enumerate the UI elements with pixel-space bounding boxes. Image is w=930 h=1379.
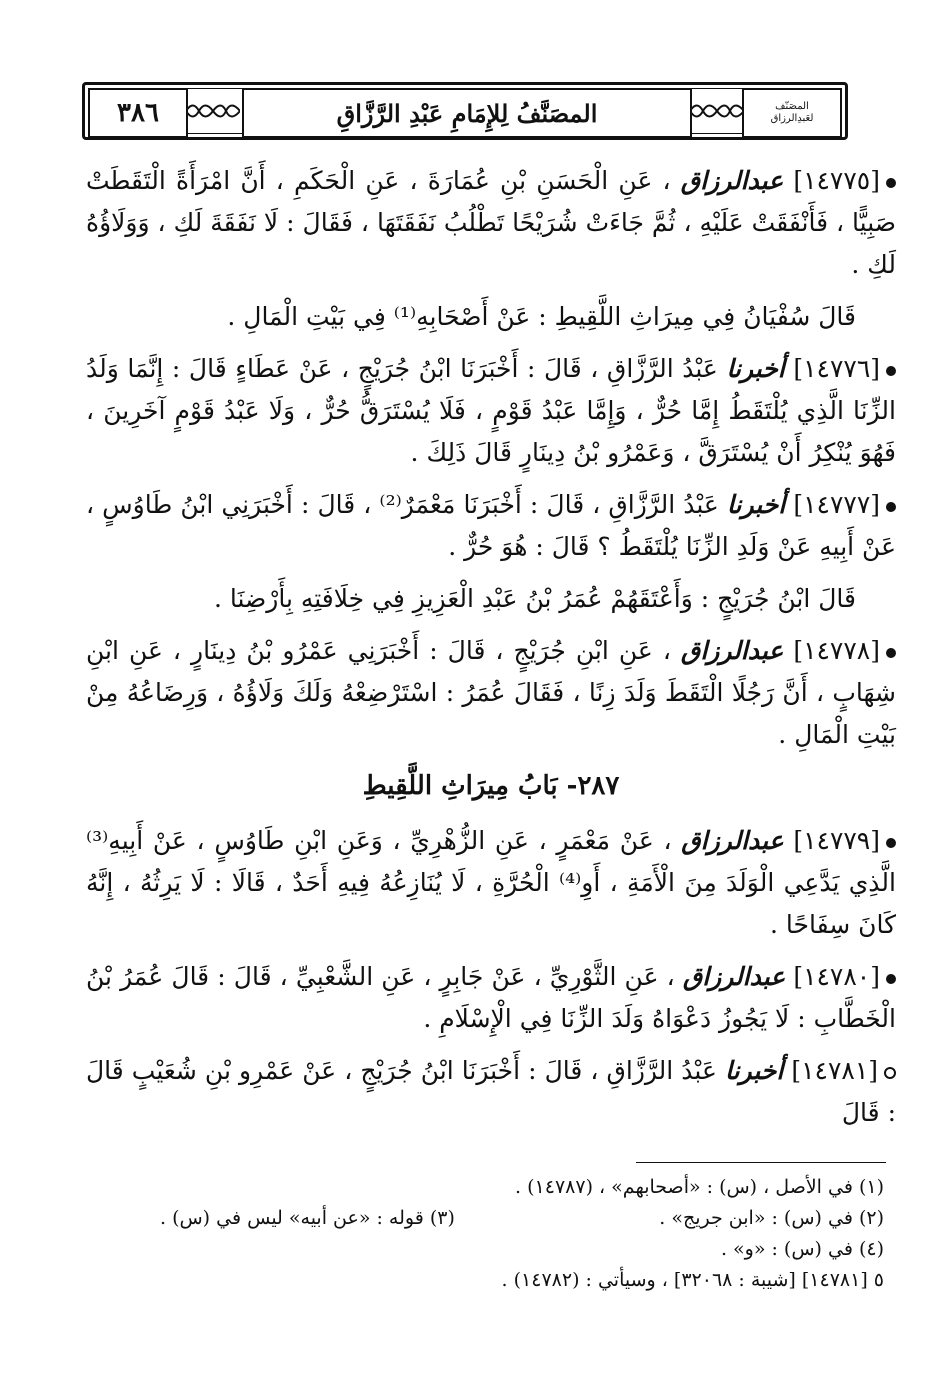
bullet-filled-icon [886, 366, 896, 376]
ornament-band-left [186, 100, 240, 122]
chapter-heading: ٢٨٧- بَابُ مِيرَاثِ اللَّقِيطِ [362, 771, 620, 801]
comment-paragraph [86, 296, 896, 338]
hadith-number: [١٤٧٨٠] [793, 962, 880, 991]
chain-opening: أخبرنا [726, 490, 786, 519]
chain-opening: عبدالرزاق [680, 636, 784, 665]
hadith-paragraph [86, 348, 896, 474]
bullet-filled-icon [886, 502, 896, 512]
hadith-number: [١٤٧٧٦] [793, 354, 881, 383]
hadith-number: [١٤٧٧٨] [793, 636, 880, 665]
hadith-number: [١٤٧٧٥] [793, 166, 880, 195]
hadith-text: عَبْدُ الرَّزَّاقِ ، قَالَ : أَخْبَرَنَا مَعْمَرٌ⁽²⁾ ، قَالَ : أَخْبَرَنِي ابْنُ طَاوُسٍ ، عَنْ أَبِيهِ عَنْ وَلَدِ الزِّنَا يُلْتَقَطُ ؟ قَالَ : هُوَ حُرٌّ . [86, 490, 896, 561]
book-seal-logo [742, 88, 842, 138]
hadith-text: ، عَنِ الْحَسَنِ بْنِ عُمَارَةَ ، عَنِ الْحَكَمِ ، أَنَّ امْرَأَةً الْتَقَطَتْ صَبِيًّا ، فَأَنْفَقَتْ عَلَيْهِ ، ثُمَّ جَاءَتْ شُرَيْحًا تَطْلُبُ نَفَقَتَهَا ، فَقَالَ : لَا نَفَقَةَ لَكِ ، وَوَلَاؤُهُ لَكِ . [86, 166, 896, 279]
comment-text: قَالَ ابْنُ جُرَيْجٍ : وَأَعْتَقَهُمْ عُمَرُ بْنُ عَبْدِ الْعَزِيزِ فِي خِلَافَتِهِ بِأَرْضِنَا . [213, 584, 856, 613]
footnote-separator [636, 1162, 886, 1163]
hadith-number: [١٤٧٧٩] [793, 826, 880, 855]
seal-line-2: لعَبدِالرزاق [770, 113, 814, 124]
footnote-1: (١) في الأصل ، (س) : «أصحابهم» ، (١٤٧٨٧) . [515, 1176, 884, 1198]
footnote-2: (٢) في (س) : «ابن جريج» . [659, 1207, 884, 1229]
chain-opening: عبدالرزاق [680, 166, 784, 195]
seal-line-1: المصَنّف [775, 101, 809, 112]
page-header [82, 82, 848, 140]
main-text [86, 160, 896, 1144]
chain-opening: أخبرنا [726, 354, 785, 383]
bullet-filled-icon [886, 648, 896, 658]
hadith-paragraph [86, 820, 896, 946]
footnote-4: (٤) في (س) : «و» . [720, 1238, 884, 1260]
comment-text: قَالَ سُفْيَانُ فِي مِيرَاثِ اللَّقِيطِ : عَنْ أَصْحَابِهِ⁽¹⁾ فِي بَيْتِ الْمَالِ . [227, 302, 856, 331]
chain-opening: عبدالرزاق [681, 826, 784, 855]
running-title: المصَنَّفُ لِلإِمَامِ عَبْدِ الرَّزَّاقِ [242, 88, 692, 138]
footnote-3: (٣) قوله : «عن أبيه» ليس في (س) . [160, 1207, 455, 1229]
bullet-filled-icon [886, 974, 896, 984]
chain-opening: أخبرنا [724, 1056, 784, 1085]
hadith-text: عَبْدُ الرَّزَّاقِ ، قَالَ : أَخْبَرَنَا ابْنُ جُرَيْجٍ ، عَنْ عَمْرِو بْنِ شُعَيْبٍ قَالَ : قَالَ [86, 1056, 896, 1127]
hadith-text: ، عَنِ ابْنِ جُرَيْجٍ ، قَالَ : أَخْبَرَنِي عَمْرُو بْنُ دِينَارٍ ، عَنِ ابْنِ شِهَابٍ ، أَنَّ رَجُلًا الْتَقَطَ وَلَدَ زِنًا ، فَقَالَ عُمَرُ : اسْتَرْضِعْهُ وَلَكَ وَلَاؤُهُ ، وَرِضَاعُهُ مِنْ بَيْتِ الْمَالِ . [86, 636, 896, 749]
hadith-text: ، عَنْ مَعْمَرٍ ، عَنِ الزُّهْرِيِّ ، وَعَنِ ابْنِ طَاوُسٍ ، عَنْ أَبِيهِ⁽³⁾ الَّذِي يَدَّعِي الْوَلَدَ مِنَ الْأَمَةِ ، أَوِ⁽⁴⁾ الْحُرَّةِ ، لَا يُنَازِعُهُ فِيهِ أَحَدٌ ، قَالَا : لَا يَرِثُهُ ، إِنَّهُ كَانَ سِفَاحًا . [86, 826, 896, 939]
bullet-filled-icon [886, 178, 896, 188]
hadith-number: [١٤٧٨١] [791, 1056, 879, 1085]
hadith-text: عَبْدُ الرَّزَّاقِ ، قَالَ : أَخْبَرَنَا ابْنُ جُرَيْجٍ ، عَنْ عَطَاءٍ قَالَ : إِنَّمَا وَلَدُ الزِّنَا الَّذِي يُلْتَقَطُ إِمَّا حُرٌّ ، وَإِمَّا عَبْدُ قَوْمٍ ، فَلَا يُسْتَرَقُّ حُرٌّ ، وَلَا عَبْدُ قَوْمٍ آخَرِينَ ، فَهُوَ يُنْكِرُ أَنْ يُسْتَرَقَّ ، وَعَمْرُو بْنُ دِينَارٍ قَالَ ذَلِكَ . [86, 354, 896, 467]
ornament-band-right [690, 100, 744, 122]
footnote-row [160, 1203, 884, 1234]
hadith-text: ، عَنِ الثَّوْرِيِّ ، عَنْ جَابِرٍ ، عَنِ الشَّعْبِيِّ ، قَالَ : قَالَ عُمَرُ بْنُ الْخَطَّابِ : لَا يَجُوزُ دَعْوَاهُ وَلَدَ الزِّنَا فِي الْإِسْلَامِ . [86, 962, 896, 1033]
comment-paragraph [86, 578, 896, 620]
hadith-paragraph [86, 630, 896, 756]
chain-opening: عبدالرزاق [682, 962, 786, 991]
bullet-hollow-icon [884, 1067, 896, 1079]
footnote-5: ٥ [١٤٧٨١] [شيبة : ٣٢٠٦٨] ، وسيأتي : (١٤٧٨٢) . [501, 1269, 884, 1291]
hadith-paragraph [86, 1050, 896, 1134]
hadith-paragraph [86, 484, 896, 568]
page-number: ٣٨٦ [88, 88, 188, 138]
hadith-number: [١٤٧٧٧] [793, 490, 881, 519]
footnotes [160, 1172, 884, 1296]
hadith-paragraph [86, 956, 896, 1040]
bullet-filled-icon [886, 838, 896, 848]
hadith-paragraph [86, 160, 896, 286]
